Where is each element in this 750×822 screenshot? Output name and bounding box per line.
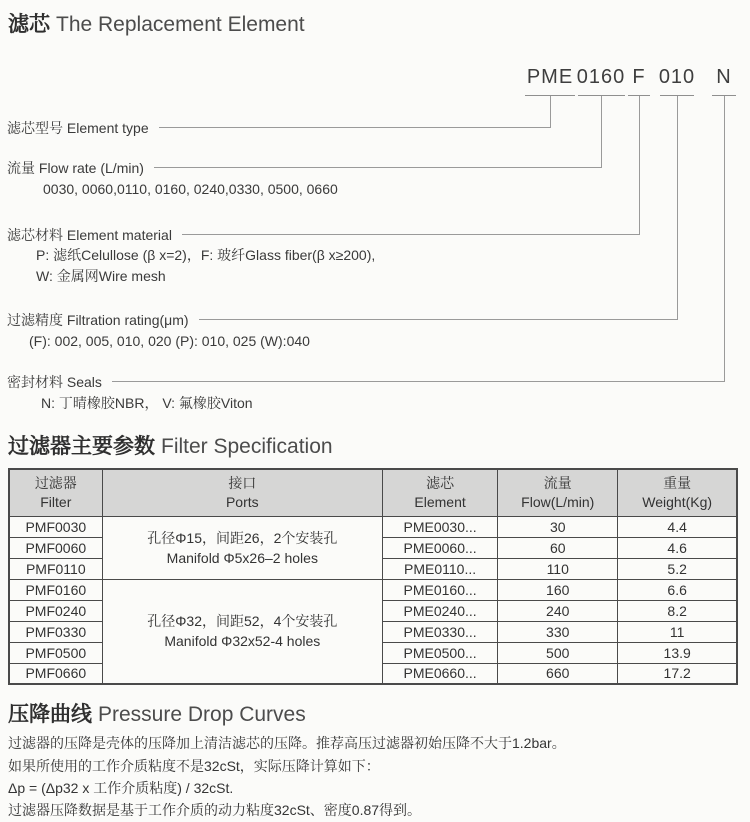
filter-cell: PMF0240 bbox=[9, 600, 102, 621]
pressure-paragraph-4: 过滤器压降数据是基于工作介质的动力粘度32cSt、密度0.87得到。 bbox=[8, 802, 422, 818]
element-cell: PME0160... bbox=[383, 579, 498, 600]
filter-cell: PMF0660 bbox=[9, 663, 102, 684]
field-label-seals bbox=[7, 373, 725, 390]
ports-cell-group2 bbox=[102, 579, 382, 684]
pressure-paragraph-1: 过滤器的压降是壳体的压降加上清洁滤芯的压降。推荐高压过滤器初始压降不大于1.2bar。 bbox=[8, 735, 566, 751]
field-label-filtration-rating bbox=[7, 311, 678, 328]
connector-hline bbox=[182, 234, 640, 235]
field-label-text: 滤芯型号 Element type bbox=[7, 119, 149, 136]
field-label-text: 密封材料 Seals bbox=[7, 373, 102, 390]
field-label-text: 滤芯材料 Element material bbox=[7, 226, 172, 243]
field-label-text: 流量 Flow rate (L/min) bbox=[7, 159, 144, 176]
element-cell: PME0500... bbox=[383, 642, 498, 663]
weight-cell: 5.2 bbox=[618, 558, 737, 579]
weight-cell: 13.9 bbox=[618, 642, 737, 663]
filter-cell: PMF0160 bbox=[9, 579, 102, 600]
col-header-flow: 流量 Flow(L/min) bbox=[498, 469, 618, 516]
filter-cell: PMF0060 bbox=[9, 537, 102, 558]
field-label-element-material bbox=[7, 226, 640, 243]
model-code-segment-seal: N bbox=[716, 66, 732, 88]
spec-section-title bbox=[8, 430, 333, 460]
ports-line-en: Manifold Φ5x26–2 holes bbox=[166, 549, 318, 566]
col-header-filter: 过滤器 Filter bbox=[9, 469, 102, 516]
element-cell: PME0060... bbox=[383, 537, 498, 558]
table-header-row bbox=[9, 469, 737, 516]
ports-line-cn: 孔径Φ15，间距26，2个安装孔 bbox=[147, 529, 338, 546]
connector-hline bbox=[199, 319, 678, 320]
flow-cell: 240 bbox=[498, 600, 618, 621]
spec-title-cn: 过滤器主要参数 bbox=[8, 435, 155, 458]
flow-cell: 110 bbox=[498, 558, 618, 579]
pressure-paragraph-2: 如果所使用的工作介质粘度不是32cSt，实际压降计算如下： bbox=[8, 758, 380, 774]
connector-vline bbox=[724, 96, 725, 382]
weight-cell: 11 bbox=[618, 621, 737, 642]
element-cell: PME0660... bbox=[383, 663, 498, 684]
element-cell: PME0110... bbox=[383, 558, 498, 579]
field-options-material-2: W: 金属网Wire mesh bbox=[36, 268, 166, 284]
connector-hline bbox=[154, 167, 602, 168]
filter-cell: PMF0110 bbox=[9, 558, 102, 579]
flow-cell: 330 bbox=[498, 621, 618, 642]
field-options-flow-rate: 0030, 0060,0110, 0160, 0240,0330, 0500, 0660 bbox=[43, 181, 338, 197]
spec-table bbox=[8, 468, 738, 685]
page-title-cn: 滤芯 bbox=[8, 13, 50, 36]
weight-cell: 8.2 bbox=[618, 600, 737, 621]
flow-cell: 160 bbox=[498, 579, 618, 600]
weight-cell: 6.6 bbox=[618, 579, 737, 600]
filter-cell: PMF0030 bbox=[9, 516, 102, 537]
field-options-material-1: P: 滤纸Celullose (β x=2)，F: 玻纤Glass fiber(β x≥200), bbox=[36, 247, 376, 263]
weight-cell: 4.4 bbox=[618, 516, 737, 537]
model-code-segment-flow: 0160 bbox=[576, 66, 626, 88]
connector-hline bbox=[112, 381, 725, 382]
connector-vline bbox=[601, 96, 602, 168]
element-cell: PME0240... bbox=[383, 600, 498, 621]
model-code-segment-series: PME bbox=[526, 66, 574, 88]
page-title bbox=[8, 8, 305, 38]
connector-vline bbox=[639, 96, 640, 235]
weight-cell: 4.6 bbox=[618, 537, 737, 558]
element-cell: PME0330... bbox=[383, 621, 498, 642]
table-row bbox=[9, 516, 737, 537]
pressure-title-en: Pressure Drop Curves bbox=[98, 703, 306, 726]
ports-line-en: Manifold Φ32x52-4 holes bbox=[164, 633, 321, 650]
pressure-section-title bbox=[8, 698, 306, 728]
pressure-title-cn: 压降曲线 bbox=[8, 703, 92, 726]
flow-cell: 30 bbox=[498, 516, 618, 537]
connector-hline bbox=[159, 127, 551, 128]
filter-cell: PMF0500 bbox=[9, 642, 102, 663]
flow-cell: 500 bbox=[498, 642, 618, 663]
table-row bbox=[9, 579, 737, 600]
connector-vline bbox=[677, 96, 678, 320]
col-header-element: 滤芯 Element bbox=[383, 469, 498, 516]
field-label-flow-rate bbox=[7, 159, 602, 176]
flow-cell: 60 bbox=[498, 537, 618, 558]
field-options-filtration: (F): 002, 005, 010, 020 (P): 010, 025 (W):040 bbox=[29, 333, 310, 349]
spec-title-en: Filter Specification bbox=[161, 435, 333, 458]
model-code-segment-material: F bbox=[632, 66, 646, 88]
field-label-element-type bbox=[7, 119, 551, 136]
weight-cell: 17.2 bbox=[618, 663, 737, 684]
page-title-en: The Replacement Element bbox=[56, 13, 305, 36]
flow-cell: 660 bbox=[498, 663, 618, 684]
field-options-seals: N: 丁晴橡胶NBR， V: 氟橡胶Viton bbox=[41, 395, 253, 411]
pressure-paragraph-3: Δp = (Δp32 x 工作介质粘度) / 32cSt. bbox=[8, 780, 234, 796]
col-header-weight: 重量 Weight(Kg) bbox=[618, 469, 737, 516]
model-code-segment-rating: 010 bbox=[658, 66, 696, 88]
element-cell: PME0030... bbox=[383, 516, 498, 537]
ports-cell-group1 bbox=[102, 516, 382, 579]
ports-line-cn: 孔径Φ32，间距52，4个安装孔 bbox=[147, 613, 338, 630]
field-label-text: 过滤精度 Filtration rating(μm) bbox=[7, 311, 189, 328]
col-header-ports: 接口 Ports bbox=[102, 469, 382, 516]
filter-cell: PMF0330 bbox=[9, 621, 102, 642]
